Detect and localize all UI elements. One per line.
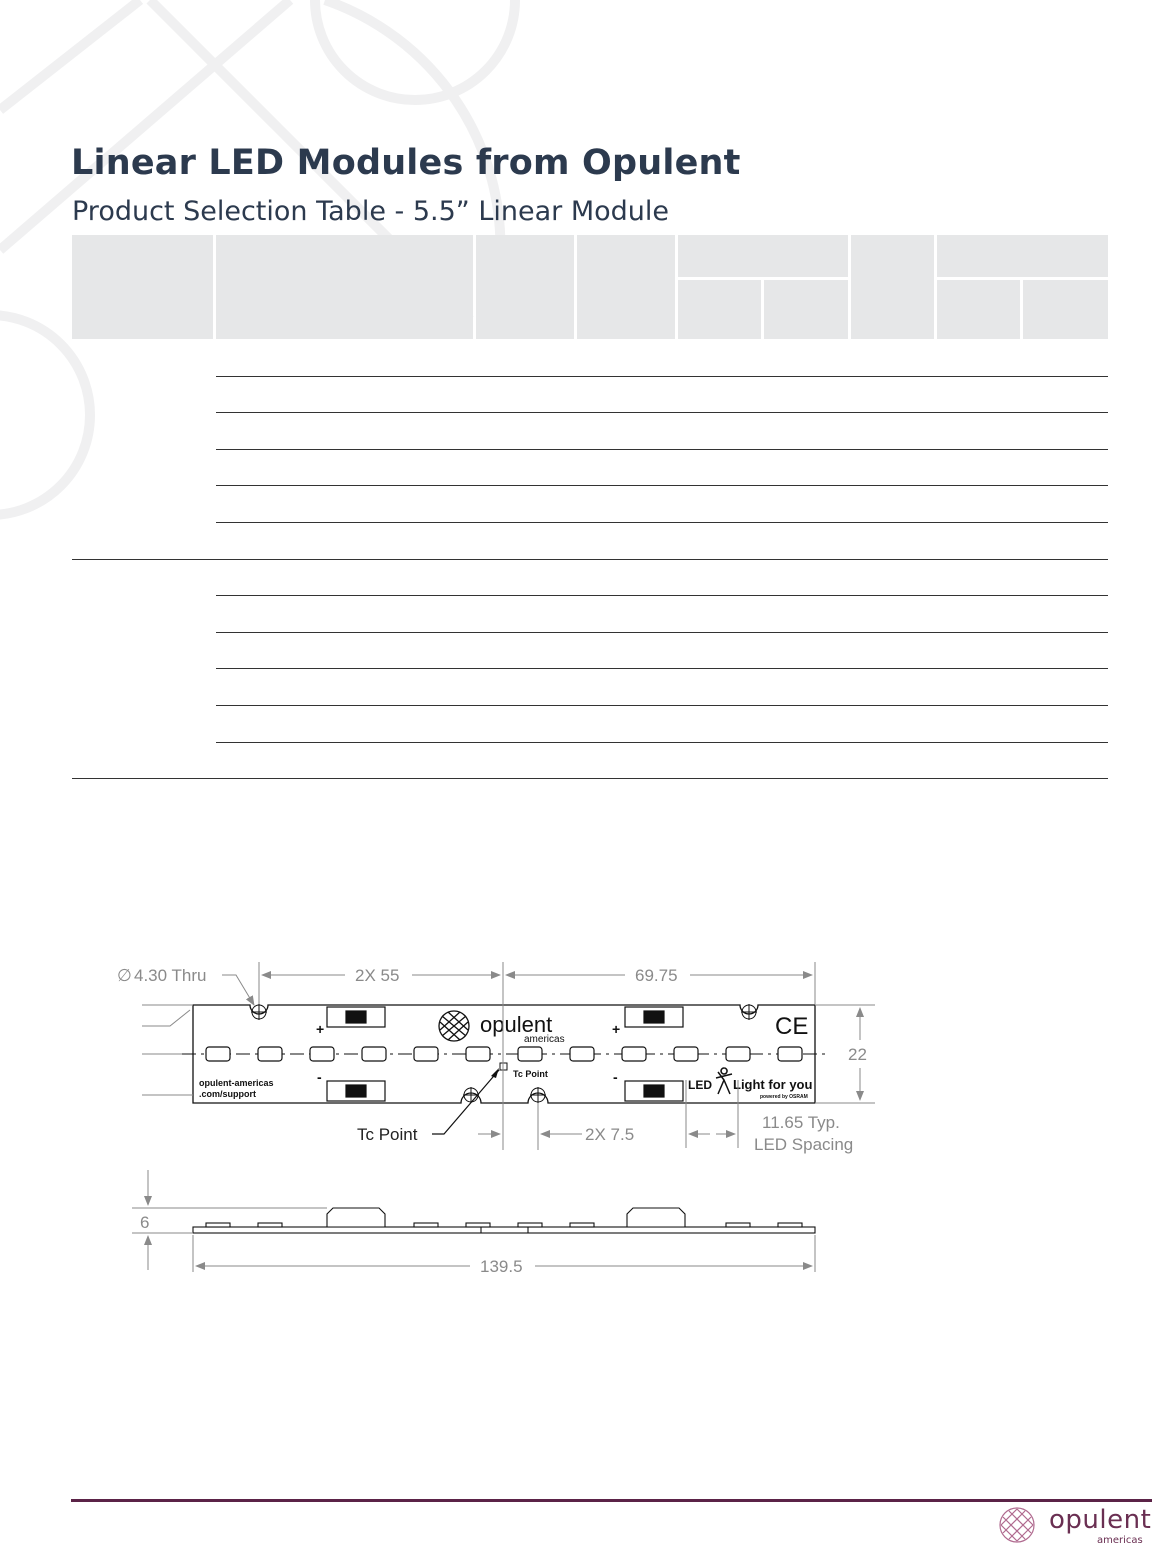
polarity-minus: - [613,1069,618,1085]
led [778,1047,802,1061]
page-title: Linear LED Modules from Opulent [71,143,741,183]
led [206,1047,230,1061]
led [518,1047,542,1061]
dim-height: 22 [848,1045,867,1064]
pcb-light-for-you: Light for you [733,1077,813,1092]
pcb-powered-by: powered by OSRAM [760,1094,808,1100]
led-spacing-value: 11.65 Typ. [762,1113,840,1132]
led [726,1047,750,1061]
pcb-brand-text: opulent [480,1012,553,1037]
light-for-you-figure-icon [716,1068,732,1094]
led [622,1047,646,1061]
side-view [193,1208,815,1233]
led [466,1047,490,1061]
polarity-minus: - [317,1069,322,1085]
page-subtitle: Product Selection Table - 5.5” Linear Module [72,196,670,227]
dim-total-length: 139.5 [480,1257,523,1276]
footer-logo [997,1505,1152,1545]
dim-hole-spacing: 2X 55 [355,966,400,985]
pcb-brand-sub: americas [524,1034,565,1045]
led [570,1047,594,1061]
led [310,1047,334,1061]
dim-slot-width: 2X 7.5 [585,1125,635,1144]
pcb-led-mark: LED [688,1078,712,1092]
footer-brand-sub: americas [1097,1535,1143,1546]
polarity-plus: + [612,1021,621,1037]
led [674,1047,698,1061]
pcb-ce-mark: CE [775,1013,809,1040]
led [414,1047,438,1061]
pcb-url-line1: opulent-americas [199,1078,274,1088]
polarity-plus: + [316,1021,325,1037]
pcb-tc-label: Tc Point [513,1069,548,1079]
dim-right-length: 69.75 [635,966,678,985]
dim-thickness: 6 [140,1213,150,1232]
led-spacing-label: LED Spacing [754,1135,854,1154]
pcb-logo-mark [439,1011,469,1041]
hole-diameter-label: 4.30 Thru [134,966,207,985]
led [258,1047,282,1061]
footer-brand-text: opulent [1049,1505,1152,1535]
pcb-url-line2: .com/support [199,1089,257,1099]
led [362,1047,386,1061]
diameter-symbol: ∅ [117,966,132,985]
tc-point-callout: Tc Point [357,1125,418,1144]
footer-rule [71,1499,1152,1502]
brand-mark-icon [997,1505,1037,1545]
